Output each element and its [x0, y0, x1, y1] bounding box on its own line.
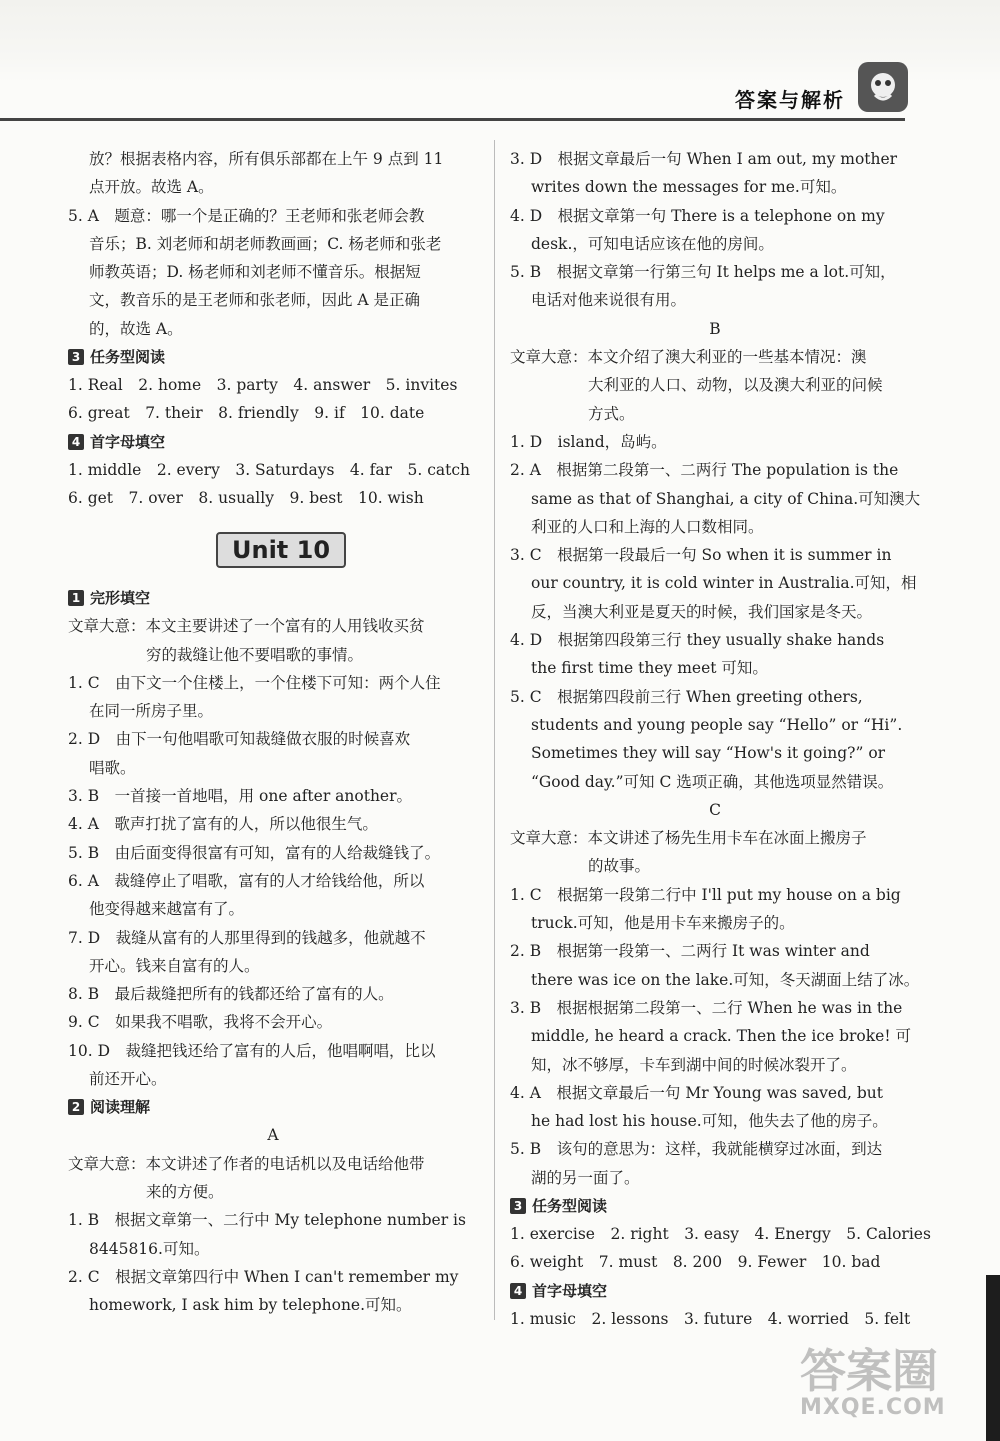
summary-line: 的故事。	[588, 857, 651, 876]
answer-item: 2. A 根据第二段第一、二两行 The population is the	[510, 461, 899, 480]
answer-row: 6. get 7. over 8. usually 9. best 10. wish	[68, 488, 424, 507]
section-number-badge: 3	[68, 349, 84, 365]
column-divider	[494, 140, 495, 1320]
answer-item: 1. B 根据文章第一、二行中 My telephone number is	[68, 1211, 466, 1230]
section-title: 任务型阅读	[532, 1196, 608, 1215]
unit-title: Unit 10	[216, 532, 346, 568]
text-line: 唱歌。	[89, 758, 136, 777]
section-heading	[510, 1277, 920, 1305]
section-title: 首字母填空	[90, 432, 166, 451]
text-line: 8445816.可知。	[89, 1239, 210, 1258]
header-band	[0, 0, 1000, 82]
answer-item: 3. B 一首接一首地唱，用 one after another。	[68, 787, 413, 806]
section-number-badge: 1	[68, 590, 84, 606]
left-column	[68, 145, 478, 1319]
text-line: Sometimes they will say “How's it going?” or	[531, 744, 886, 763]
answer-row: 1. middle 2. every 3. Saturdays 4. far 5. catch	[68, 460, 471, 479]
answer-item: 8. B 最后裁缝把所有的钱都还给了富有的人。	[68, 985, 394, 1004]
part-label: B	[709, 319, 721, 338]
summary-line: 方式。	[588, 404, 635, 423]
text-line: 文，教音乐的是王老师和张老师，因此 A 是正确	[89, 291, 421, 310]
answer-item: 2. D 由下一句他唱歌可知裁缝做衣服的时候喜欢	[68, 730, 411, 749]
answer-item: 5. B 由后面变得很富有可知，富有的人给裁缝钱了。	[68, 843, 441, 862]
section-number-badge: 4	[510, 1283, 526, 1299]
text-line: 湖的另一面了。	[531, 1168, 640, 1187]
answer-item: 10. D 裁缝把钱还给了富有的人后，他唱啊唱，比以	[68, 1041, 436, 1060]
section-number-badge: 2	[68, 1099, 84, 1115]
text-line: the first time they meet 可知。	[531, 659, 768, 678]
answer-item: 2. B 根据第一段第一、二两行 It was winter and	[510, 942, 870, 961]
section-heading	[510, 1192, 920, 1220]
answer-item: 4. A 根据文章最后一句 Mr Young was saved, but	[510, 1083, 883, 1102]
answer-item: 5. B 根据文章第一行第三句 It helps me a lot.可知，	[510, 263, 896, 282]
text-line: 的，故选 A。	[89, 319, 183, 338]
answer-item: 6. A 裁缝停止了唱歌，富有的人才给钱给他，所以	[68, 871, 425, 890]
text-line: “Good day.”可知 C 选项正确，其他选项显然错误。	[531, 772, 894, 791]
answer-row: 6. weight 7. must 8. 200 9. Fewer 10. bad	[510, 1253, 881, 1272]
text-line: 点开放。故选 A。	[89, 178, 214, 197]
text-line: truck.可知，他是用卡车来搬房子的。	[531, 914, 795, 933]
answer-row: 6. great 7. their 8. friendly 9. if 10. date	[68, 404, 425, 423]
answer-item: 4. A 歌声打扰了富有的人，所以他很生气。	[68, 815, 378, 834]
section-heading	[68, 1093, 478, 1121]
header-rule	[0, 118, 905, 121]
summary-line: 大利亚的人口、动物，以及澳大利亚的问候	[588, 376, 883, 395]
answer-item: 1. C 根据第一段第二行中 I'll put my house on a big	[510, 885, 901, 904]
text-line: there was ice on the lake.可知，冬天湖面上结了冰。	[531, 970, 920, 989]
text-line: same as that of Shanghai, a city of China.可知澳大	[531, 489, 921, 508]
answer-item: 5. C 根据第四段前三行 When greeting others,	[510, 687, 863, 706]
section-title: 任务型阅读	[90, 348, 166, 367]
answer-item: 7. D 裁缝从富有的人那里得到的钱越多，他就越不	[68, 928, 426, 947]
answer-item: 5. A 题意：哪一个是正确的？王老师和张老师会教	[68, 206, 425, 225]
text-line: writes down the messages for me.可知。	[531, 178, 847, 197]
answer-row: 1. exercise 2. right 3. easy 4. Energy 5. Calories	[510, 1224, 931, 1243]
text-line: our country, it is cold winter in Australia.可知，相	[531, 574, 917, 593]
watermark	[800, 1335, 946, 1420]
text-line: students and young people say “Hello” or “Hi”.	[531, 715, 903, 734]
answer-row: 1. music 2. lessons 3. future 4. worried 5. felt	[510, 1309, 911, 1328]
answer-item: 4. D 根据文章第一句 There is a telephone on my	[510, 206, 885, 225]
part-label: A	[267, 1126, 279, 1145]
section-title: 阅读理解	[90, 1098, 151, 1117]
section-number-badge: 4	[68, 434, 84, 450]
answer-item: 3. C 根据第一段最后一句 So when it is summer in	[510, 546, 892, 565]
summary-line: 文章大意：本文介绍了澳大利亚的一些基本情况：澳	[510, 348, 867, 367]
side-tab	[986, 1275, 1000, 1441]
summary-line: 来的方便。	[146, 1182, 224, 1201]
watermark-logo-text: 答案圈	[800, 1344, 938, 1398]
answer-item: 3. D 根据文章最后一句 When I am out, my mother	[510, 150, 898, 168]
section-title: 完形填空	[90, 589, 151, 608]
text-line: 放？根据表格内容，所有俱乐部都在上午 9 点到 11	[89, 150, 444, 168]
text-line: desk.，可知电话应该在他的房间。	[531, 234, 774, 253]
summary-line: 文章大意：本文主要讲述了一个富有的人用钱收买贫	[68, 617, 425, 636]
answer-item: 1. C 由下文一个住楼上，一个住楼下可知：两个人住	[68, 673, 441, 692]
text-line: middle, he heard a crack. Then the ice broke! 可	[531, 1027, 911, 1046]
text-line: 开心。钱来自富有的人。	[89, 956, 260, 975]
right-column	[510, 145, 931, 1333]
section-heading	[68, 343, 478, 371]
text-line: 电话对他来说很有用。	[531, 291, 687, 310]
text-line: 反，当澳大利亚是夏天的时候，我们国家是冬天。	[531, 602, 873, 621]
summary-line: 文章大意：本文讲述了作者的电话机以及电话给他带	[68, 1154, 425, 1173]
text-line: 前还开心。	[89, 1070, 167, 1089]
section-number-badge: 3	[510, 1198, 526, 1214]
text-line: 知，冰不够厚，卡车到湖中间的时候冰裂开了。	[531, 1055, 857, 1074]
answer-row: 1. Real 2. home 3. party 4. answer 5. invites	[68, 376, 458, 395]
summary-line: 文章大意：本文讲述了杨先生用卡车在冰面上搬房子	[510, 829, 867, 848]
answer-item: 5. B 该句的意思为：这样，我就能横穿过冰面，到达	[510, 1140, 883, 1159]
text-line: homework, I ask him by telephone.可知。	[89, 1296, 412, 1315]
section-heading	[68, 428, 478, 456]
answer-item: 3. B 根据根据第二段第一、二行 When he was in the	[510, 998, 903, 1017]
watermark-url: MXQE.COM	[800, 1395, 946, 1420]
answer-item: 4. D 根据第四段第三行 they usually shake hands	[510, 631, 885, 650]
answer-item: 2. C 根据文章第四行中 When I can't remember my	[68, 1267, 459, 1286]
part-label: C	[709, 800, 721, 819]
text-line: 在同一所房子里。	[89, 702, 214, 721]
text-line: 利亚的人口和上海的人口数相同。	[531, 517, 764, 536]
mascot-logo-icon	[858, 62, 908, 112]
page-header-title: 答案与解析	[735, 88, 845, 112]
text-line: 音乐；B. 刘老师和胡老师教画画；C. 杨老师和张老	[89, 234, 442, 253]
text-line: 他变得越来越富有了。	[89, 900, 245, 919]
text-line: 师教英语；D. 杨老师和刘老师不懂音乐。根据短	[89, 263, 421, 282]
text-line: he had lost his house.可知，他失去了他的房子。	[531, 1112, 888, 1131]
summary-line: 穷的裁缝让他不要唱歌的事情。	[146, 645, 364, 664]
answer-item: 1. D island，岛屿。	[510, 432, 667, 451]
answer-item: 9. C 如果我不唱歌，我将不会开心。	[68, 1013, 333, 1032]
section-title: 首字母填空	[532, 1281, 608, 1300]
section-heading	[68, 584, 478, 612]
